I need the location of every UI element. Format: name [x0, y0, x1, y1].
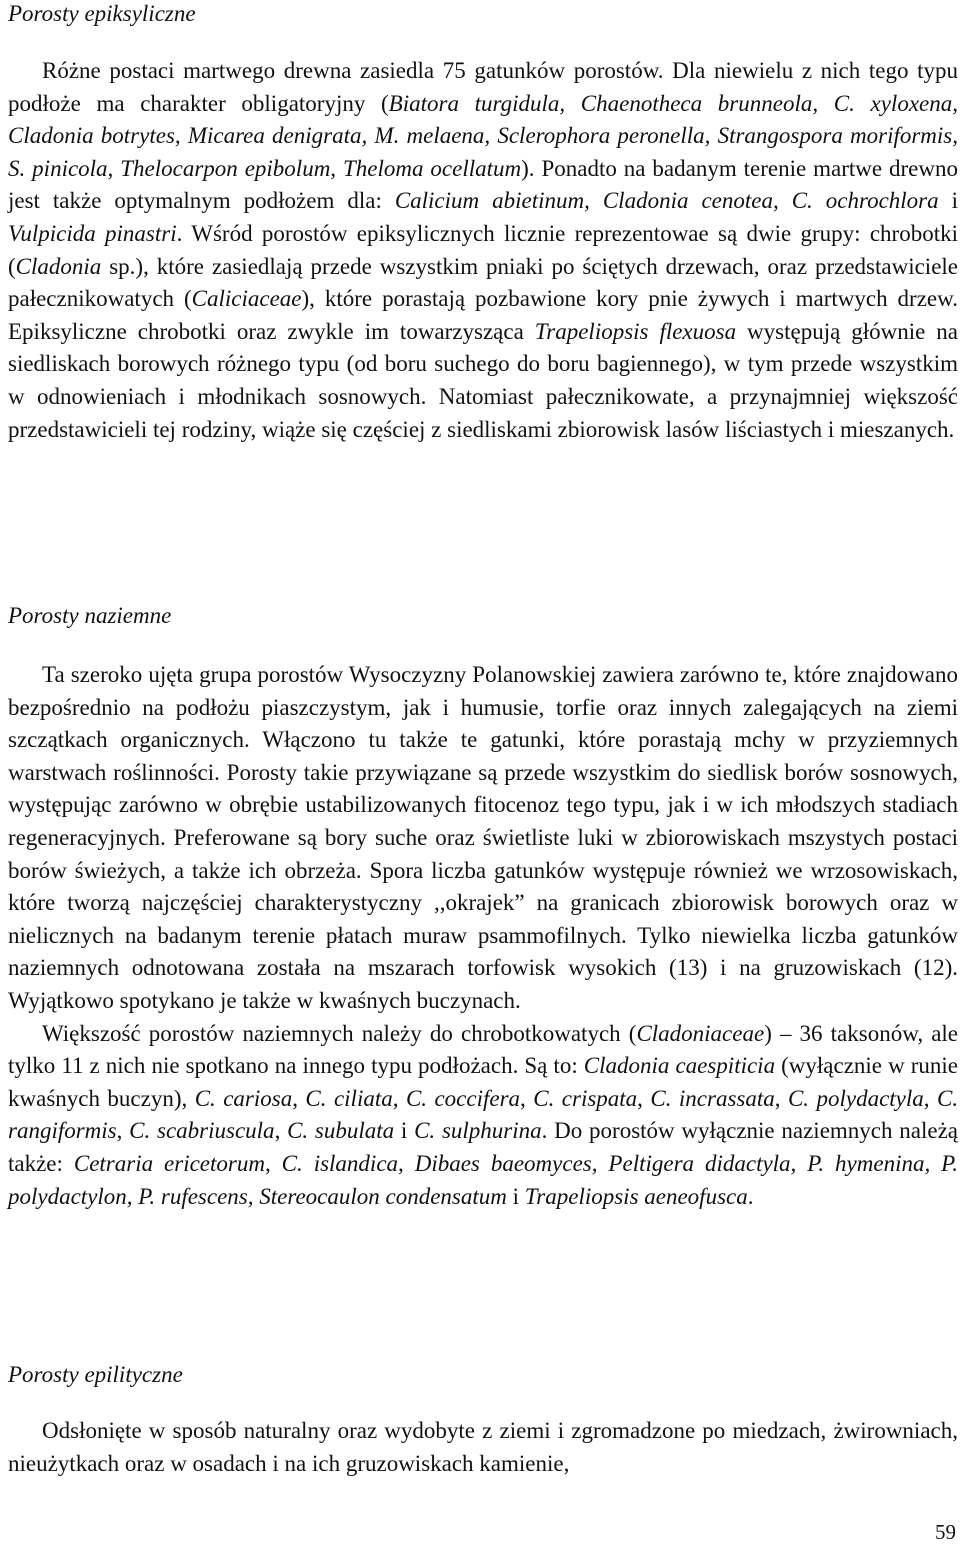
text-run: .	[747, 1183, 754, 1209]
italic-run: C. crispata	[533, 1085, 638, 1111]
text-run: sp.), które zasiedlają przede wszystkim pniaki po ściętych drzewach, oraz przedstawiciele pałecznikowatych (	[8, 253, 958, 312]
text-run: . Wśród porostów epiksylicznych licznie reprezentowae są dwie grupy: chrobotki (	[8, 220, 958, 279]
text-run: ,	[292, 1085, 306, 1111]
italic-run: C. polydactyla	[787, 1085, 924, 1111]
text-run: i	[506, 1183, 525, 1209]
text-run: . Do porostów wyłącznie naziemnych należą także:	[8, 1118, 958, 1176]
page-number: 59	[935, 1520, 956, 1544]
italic-run: Biatora turgidula, Chaenotheca brunneola, C. xyloxena, Cladonia botrytes, Micarea denigrata, M. melaena, Sclerophora peronella, Strangospora moriformis, S. pinicola, Thelocarpon epibolum, Theloma ocellatum	[8, 90, 958, 181]
italic-run: C. coccifera	[405, 1085, 521, 1111]
italic-run: Trapeliopsis aeneofusca	[524, 1183, 748, 1209]
italic-run: Cladonia	[15, 253, 102, 279]
paragraph	[8, 55, 958, 446]
italic-run: C. incrassata	[650, 1085, 775, 1111]
section-epiksyliczne	[8, 0, 958, 446]
italic-run: C. ciliata	[305, 1085, 393, 1111]
text-run: Różne postaci martwego drewna zasiedla 75 gatunków porostów. Dla niewielu z nich tego typu podłoże ma charakter obligatoryjny (	[8, 58, 958, 116]
text-run: ), które porastają pozbawione kory pnie żywych i martwych drzew. Epiksyliczne chrobotki oraz zwykle im towarzysząca	[8, 286, 958, 344]
italic-run: C. sulphurina	[414, 1118, 542, 1144]
text-run: i	[394, 1118, 415, 1144]
text-run: Większość porostów naziemnych należy do chrobotkowatych (	[42, 1020, 637, 1046]
section-heading: Porosty epilityczne	[8, 1362, 183, 1387]
text-run: ) – 36 taksonów, ale tylko 11 z nich nie spotkano na innego typu podłożach. Są to:	[8, 1020, 959, 1079]
italic-run: Calicium abietinum, Cladonia cenotea, C. ochrochlora	[394, 188, 939, 214]
italic-run: Caliciaceae	[191, 286, 302, 312]
section-naziemne	[8, 602, 958, 1213]
italic-run: Cladonia caespiticia	[583, 1053, 776, 1079]
paragraph	[8, 1018, 958, 1214]
text-run: ,	[637, 1085, 651, 1111]
italic-run: C. subulata	[287, 1118, 395, 1144]
italic-run: Cladoniaceae	[636, 1020, 765, 1046]
italic-run: Vulpicida pinastri	[8, 220, 177, 246]
italic-run: Trapeliopsis flexuosa	[534, 318, 737, 344]
text-run: ,	[274, 1118, 288, 1144]
italic-run: C. scabriuscula	[129, 1118, 275, 1144]
text-run: ,	[116, 1118, 130, 1144]
text-run: ,	[392, 1085, 406, 1111]
text-run: ,	[520, 1085, 534, 1111]
text-run: ,	[774, 1085, 788, 1111]
italic-run: C. rangiformis	[8, 1085, 959, 1144]
italic-run: C. cariosa	[194, 1085, 293, 1111]
text-run: występują głównie na siedliskach borowych różnego typu (od boru suchego do boru bagiennego), w tym przede wszystkim w odnowieniach i młodnikach sosnowych. Natomiast pałecznikowate, a przynajmniej większość przedstawicieli tej rodziny, wiąże się częściej z siedliskami zbiorowisk lasów liściastych i mieszanych.	[8, 318, 959, 442]
section-heading: Porosty naziemne	[8, 603, 172, 628]
section-epilityczne	[8, 1361, 958, 1480]
text-run: ). Ponadto na badanym terenie martwe drewno jest także optymalnym podłożem dla:	[8, 155, 958, 214]
text-run: Ta szeroko ujęta grupa porostów Wysoczyzny Polanowskiej zawiera zarówno te, które znajdowano bezpośrednio na podłożu piaszczystym, jak i humusie, torfie oraz innych zalegających na ziemi szczątkach organicznych. Włączono tu także te gatunki, które porastają mchy w przyziemnych warstwach roślinności. Porosty takie przywiązane są przede wszystkim do siedlisk borów sosnowych, występując zarówno w obrębie ustabilizowanych fitocenoz tego typu, jak i w ich młodszych stadiach regeneracyjnych. Preferowane są bory suche oraz świetliste luki w zbiorowiskach mszystych postaci borów świeżych, a także ich obrzeża. Spora liczba gatunków występuje również we wrzosowiskach, które tworzą najczęściej charakterystyczny ,,okrajek” na granicach zbiorowisk borowych oraz w nielicznych na badanym terenie płatach muraw psammofilnych. Tylko niewielka liczba gatunków naziemnych odnotowana została na mszarach torfowisk wysokich (13) i na gruzowiskach (12). Wyjątkowo spotykano je także w kwaśnych buczynach.	[8, 662, 958, 1013]
text-run: Odsłonięte w sposób naturalny oraz wydobyte z ziemi i zgromadzone po miedzach, żwirowniach, nieużytkach oraz w osadach i na ich gruzowiskach kamienie,	[8, 1418, 958, 1476]
text-run: i	[938, 188, 958, 214]
paragraph	[8, 659, 958, 1018]
italic-run: Cetraria ericetorum, C. islandica, Dibaes baeomyces, Peltigera didactyla, P. hymenina, P. polydactylon, P. rufescens, Stereocaulon condensatum	[8, 1150, 958, 1209]
paragraph	[8, 1415, 958, 1480]
section-heading: Porosty epiksyliczne	[8, 1, 196, 26]
text-run: ,	[923, 1085, 937, 1111]
text-run: (wyłącznie w runie kwaśnych buczyn),	[8, 1053, 958, 1111]
